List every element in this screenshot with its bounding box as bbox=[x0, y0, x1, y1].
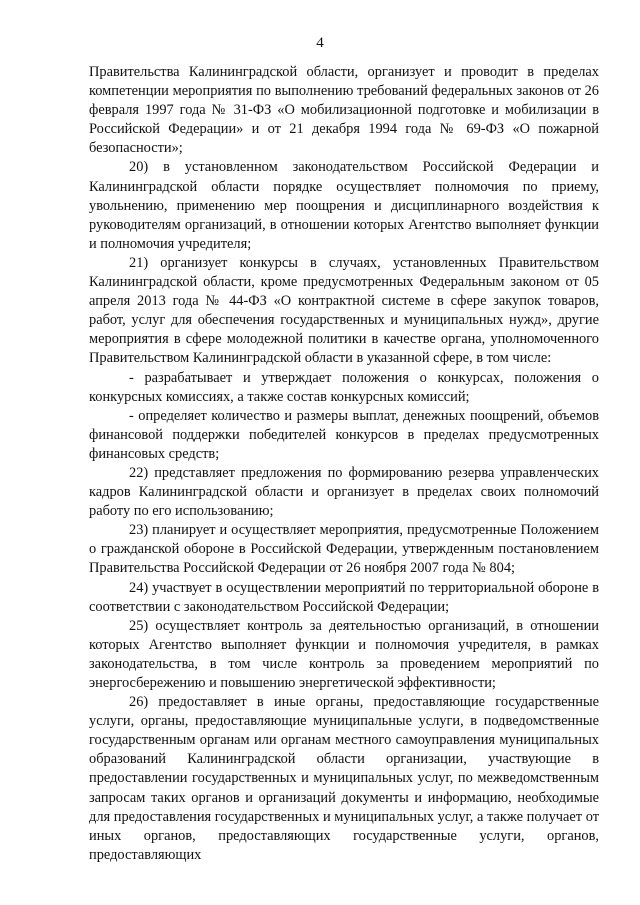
paragraph-continuation: Правительства Калининградской области, организует и проводит в пределах компетенции мероприятия по выполнению требований федеральных законов от 26 февраля 1997 года № 31-ФЗ «О мобилизационной подготовке и мобилизации в Российской Федерации» и от 21 декабря 1994 года № 69-ФЗ «О пожарной безопасности»; bbox=[89, 64, 599, 157]
paragraph-item-24: 24) участвует в осуществлении мероприятий по территориальной обороне в соответствии с законодательством Российской Федерации; bbox=[89, 579, 599, 615]
paragraph-item-22: 22) представляет предложения по формированию резерва управленческих кадров Калининградской области и организует в пределах своих полномочий работу по его использованию; bbox=[89, 464, 599, 520]
document-body bbox=[89, 63, 599, 865]
paragraph-subitem-2: - определяет количество и размеры выплат, денежных поощрений, объемов финансовой поддержки победителей конкурсов в пределах предусмотренных финансовых средств; bbox=[89, 407, 599, 462]
paragraph-item-20: 20) в установленном законодательством Российской Федерации и Калининградской области порядке осуществляет полномочия по приему, увольнению, применению мер поощрения и дисциплинарного воздействия к руководителям организаций, в отношении которых Агентство выполняет функции и полномочия учредителя; bbox=[89, 159, 599, 252]
paragraph-item-26: 26) предоставляет в иные органы, предоставляющие государственные услуги, органы, предоставляющие муниципальные услуги, в подведомственные государственным органам или органам местного самоуправления муниципальных образований Калининградской области организации, участвующие в предоставлении государственных и муниципальных услуг, по межведомственным запросам таких органов и организаций документы и информацию, необходимые для предоставления государственных и муниципальных услуг, а также получает от иных органов, предоставляющих государственные услуги, органов, предоставляющих bbox=[89, 694, 599, 863]
paragraph-item-25: 25) осуществляет контроль за деятельностью организаций, в отношении которых Агентство выполняет функции и полномочия учредителя, в рамках законодательства, в том числе контроль за проведением мероприятий по энергосбережению и повышению энергетической эффективности; bbox=[89, 617, 599, 691]
page-number: 4 bbox=[316, 35, 324, 51]
paragraph-subitem-1: - разрабатывает и утверждает положения о конкурсах, положения о конкурсных комиссиях, а также состав конкурсных комиссий; bbox=[89, 369, 599, 405]
paragraph-item-21: 21) организует конкурсы в случаях, установленных Правительством Калининградской области, кроме предусмотренных Федеральным законом от 05 апреля 2013 года № 44-ФЗ «О контрактной системе в сфере закупок товаров, работ, услуг для обеспечения государственных и муниципальных нужд», другие мероприятия в сфере молодежной политики в качестве органа, уполномоченного Правительством Калининградской области в указанной сфере, в том числе: bbox=[89, 254, 599, 367]
paragraph-item-23: 23) планирует и осуществляет мероприятия, предусмотренные Положением о гражданской обороне в Российской Федерации, утвержденным постановлением Правительства Российской Федерации от 26 ноября 2007 года № 804; bbox=[89, 522, 599, 577]
